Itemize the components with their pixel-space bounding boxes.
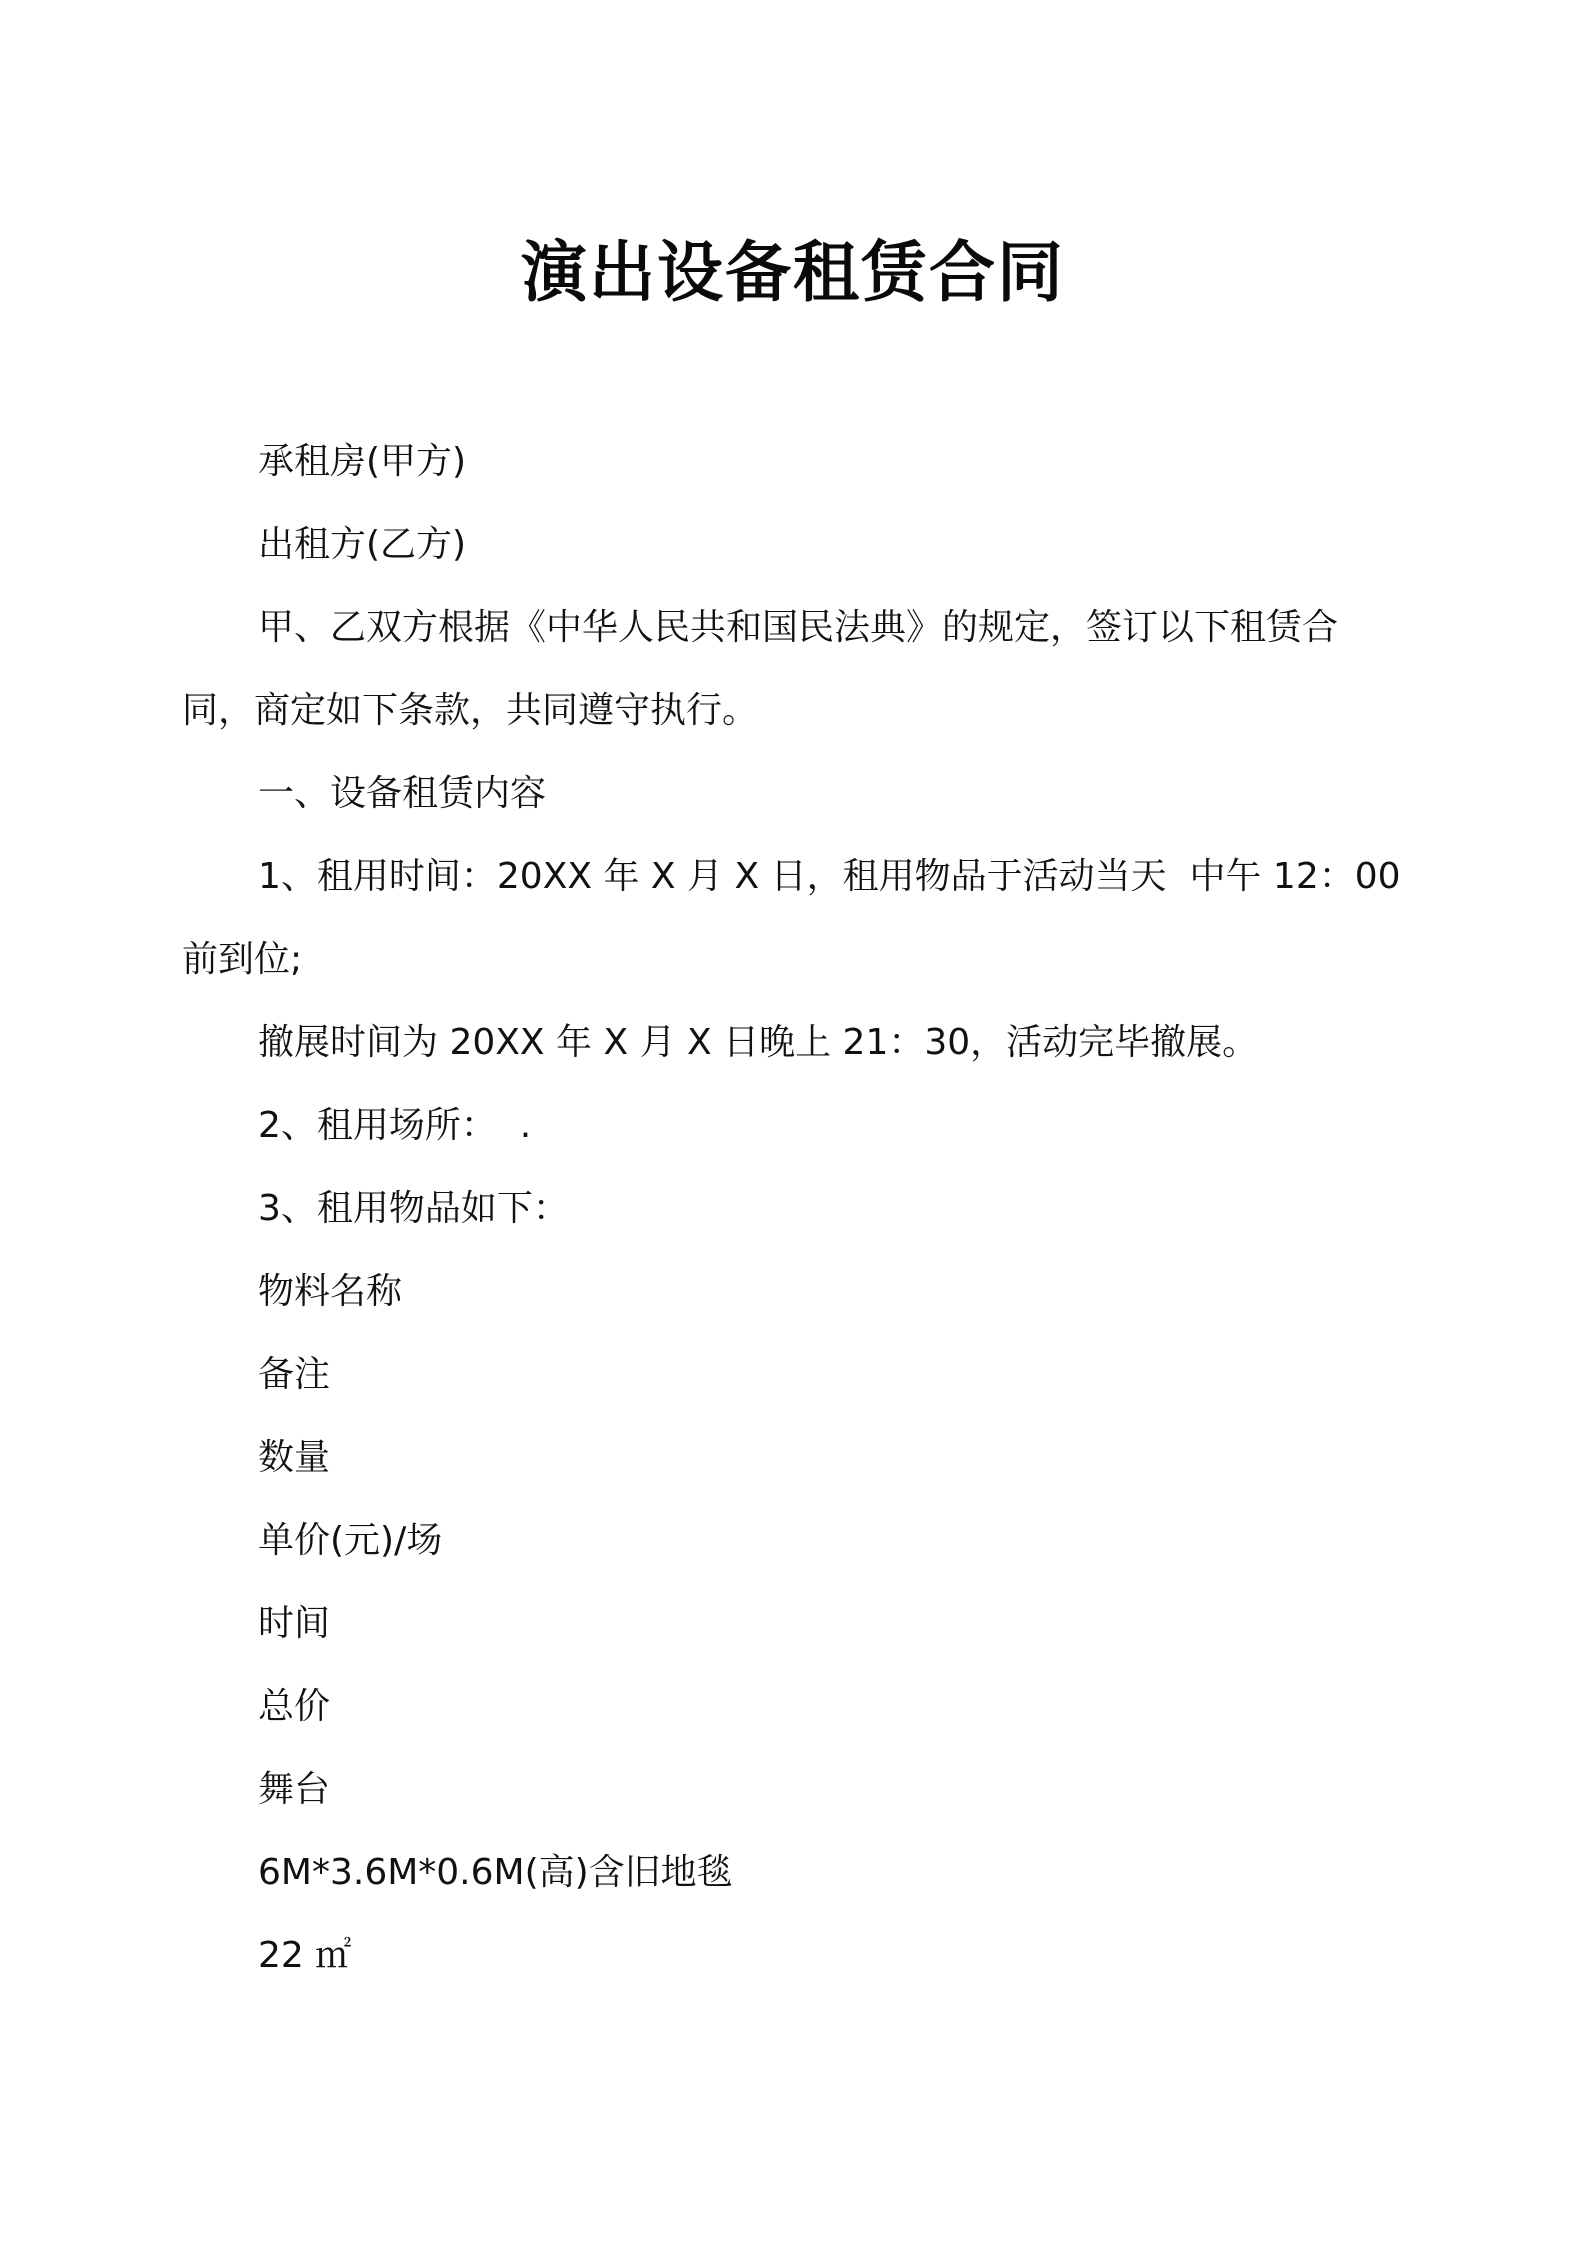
- paragraph-rental-items: 3、租用物品如下：: [258, 1188, 569, 1229]
- section-heading-1: 一、设备租赁内容: [258, 773, 547, 814]
- paragraph-lessee: 承租房(甲方): [258, 441, 467, 482]
- paragraph-quantity: 数量: [258, 1437, 331, 1478]
- paragraph-time: 时间: [258, 1603, 331, 1644]
- paragraph-stage-spec: 6M*3.6M*0.6M(高)含旧地毯: [258, 1852, 733, 1893]
- paragraph-remarks: 备注: [258, 1354, 331, 1395]
- paragraph-rental-time: 1、租用时间：20XX 年 X 月 X 日，租用物品于活动当天 中午 12：00 前到位;: [182, 856, 1412, 980]
- paragraph-lessor: 出租方(乙方): [258, 524, 467, 565]
- paragraph-rental-venue: 2、租用场所： .: [258, 1105, 532, 1146]
- document-title: 演出设备租赁合同: [521, 234, 1065, 311]
- paragraph-item-name: 物料名称: [258, 1271, 403, 1312]
- paragraph-unit-price: 单价(元)/场: [258, 1520, 443, 1561]
- paragraph-teardown-time: 撤展时间为 20XX 年 X 月 X 日晚上 21：30，活动完毕撤展。: [258, 1022, 1259, 1063]
- paragraph-stage: 舞台: [258, 1769, 331, 1810]
- paragraph-stage-area: 22 ㎡: [258, 1935, 352, 1976]
- paragraph-preamble: 甲、乙双方根据《中华人民共和国民法典》的规定，签订以下租赁合同，商定如下条款，共同遵守执行。: [182, 607, 1339, 731]
- paragraph-total-price: 总价: [258, 1686, 331, 1727]
- document-body: [182, 420, 1412, 1997]
